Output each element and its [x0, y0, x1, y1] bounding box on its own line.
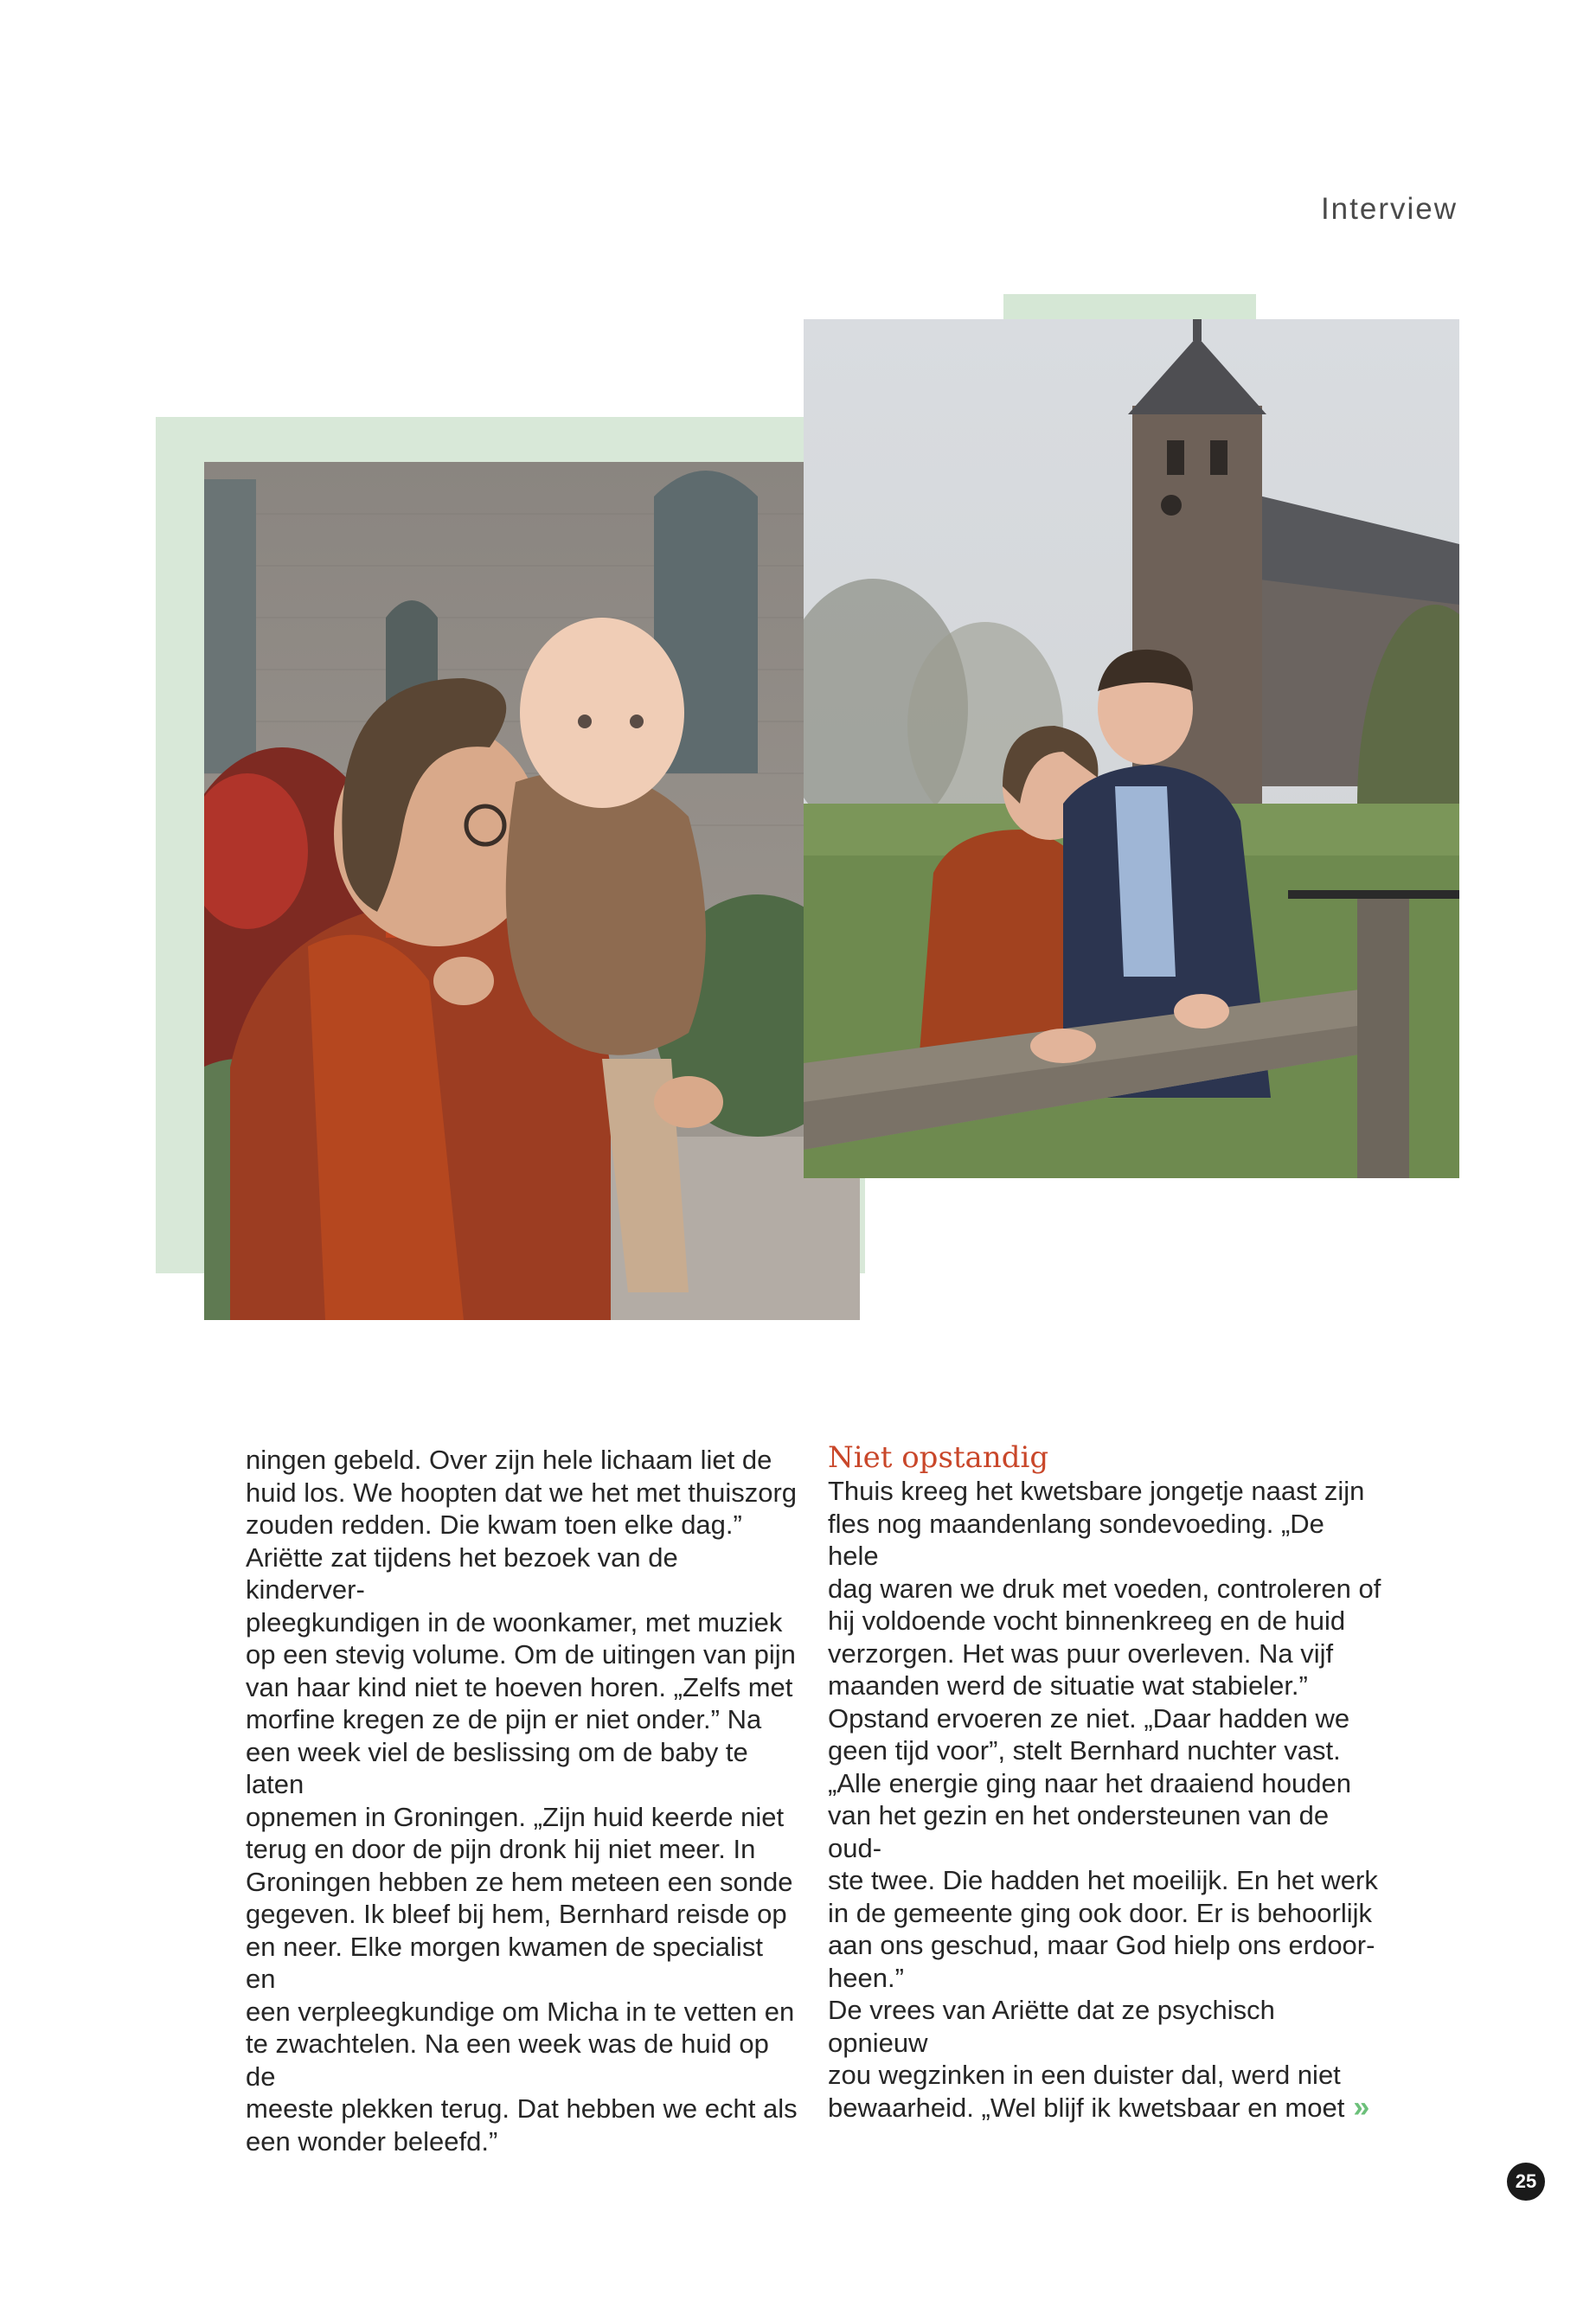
text-line-content: bewaarheid. „Wel blijf ik kwetsbaar en moet — [828, 2092, 1345, 2123]
text-line: Groningen hebben ze hem meteen een sonde — [246, 1866, 793, 1897]
page-number-badge: 25 — [1507, 2163, 1545, 2201]
text-line: een verpleegkundige om Micha in te vetten en — [246, 1996, 795, 2027]
text-line: hij voldoende vocht binnenkreeg en de huid — [828, 1606, 1346, 1636]
text-line: Thuis kreeg het kwetsbare jongetje naast zijn — [828, 1476, 1365, 1506]
text-line-last — [828, 2092, 1381, 2125]
text-line: van het gezin en het ondersteunen van de oud- — [828, 1800, 1330, 1863]
text-line: ningen gebeld. Over zijn hele lichaam liet de — [246, 1445, 772, 1475]
text-line: aan ons geschud, maar God hielp ons erdoor- — [828, 1930, 1375, 1960]
text-line: dag waren we druk met voeden, controleren of — [828, 1573, 1381, 1604]
text-line: maanden werd de situatie wat stabieler.” — [828, 1670, 1308, 1701]
text-line: morfine kregen ze de pijn er niet onder.” Na — [246, 1704, 762, 1734]
text-line: huid los. We hoopten dat we het met thuiszorg — [246, 1477, 798, 1508]
double-chevron-right-icon: » — [1353, 2090, 1363, 2124]
photo-mother-and-baby — [204, 462, 860, 1320]
text-line: op een stevig volume. Om de uitingen van pijn — [246, 1639, 796, 1670]
subheading: Niet opstandig — [828, 1440, 1049, 1475]
text-line: Opstand ervoeren ze niet. „Daar hadden we — [828, 1702, 1350, 1734]
text-line: pleegkundigen in de woonkamer, met muziek — [246, 1606, 783, 1638]
text-line: terug en door de pijn dronk hij niet meer. In — [246, 1834, 756, 1864]
text-line: zouden redden. Die kwam toen elke dag.” — [246, 1509, 742, 1540]
photo-couple-at-church — [804, 319, 1459, 1178]
text-line: heen.” — [828, 1962, 904, 1993]
text-line: een wonder beleefd.” — [246, 2125, 498, 2157]
text-line: ste twee. Die hadden het moeilijk. En het werk — [828, 1865, 1378, 1895]
text-line: geen tijd voor”, stelt Bernhard nuchter vast. — [828, 1735, 1341, 1766]
article-column-left — [246, 1444, 799, 2157]
text-line: verzorgen. Het was puur overleven. Na vijf — [828, 1638, 1334, 1669]
section-label: Interview — [1320, 192, 1458, 226]
text-line: meeste plekken terug. Dat hebben we echt als — [246, 2093, 798, 2124]
text-line: Ariëtte zat tijdens het bezoek van de kinderver- — [246, 1541, 678, 1605]
text-line: te zwachtelen. Na een week was de huid op de — [246, 2029, 769, 2092]
text-line: en neer. Elke morgen kwamen de specialist en — [246, 1931, 763, 1994]
text-line: in de gemeente ging ook door. Er is behoorlijk — [828, 1897, 1373, 1928]
text-line: opnemen in Groningen. „Zijn huid keerde niet — [246, 1801, 785, 1832]
article-column-right — [828, 1440, 1381, 2124]
text-line: fles nog maandenlang sondevoeding. „De hele — [828, 1508, 1324, 1571]
text-line: van haar kind niet te hoeven horen. „Zelfs met — [246, 1671, 793, 1702]
text-line: gegeven. Ik bleef bij hem, Bernhard reisde op — [246, 1899, 787, 1929]
text-line: De vrees van Ariëtte dat ze psychisch opnieuw — [828, 1995, 1275, 2058]
text-line: „Alle energie ging naar het draaiend houden — [828, 1767, 1351, 1798]
text-line: zou wegzinken in een duister dal, werd niet — [828, 2060, 1341, 2090]
text-line: een week viel de beslissing om de baby te laten — [246, 1736, 748, 1799]
